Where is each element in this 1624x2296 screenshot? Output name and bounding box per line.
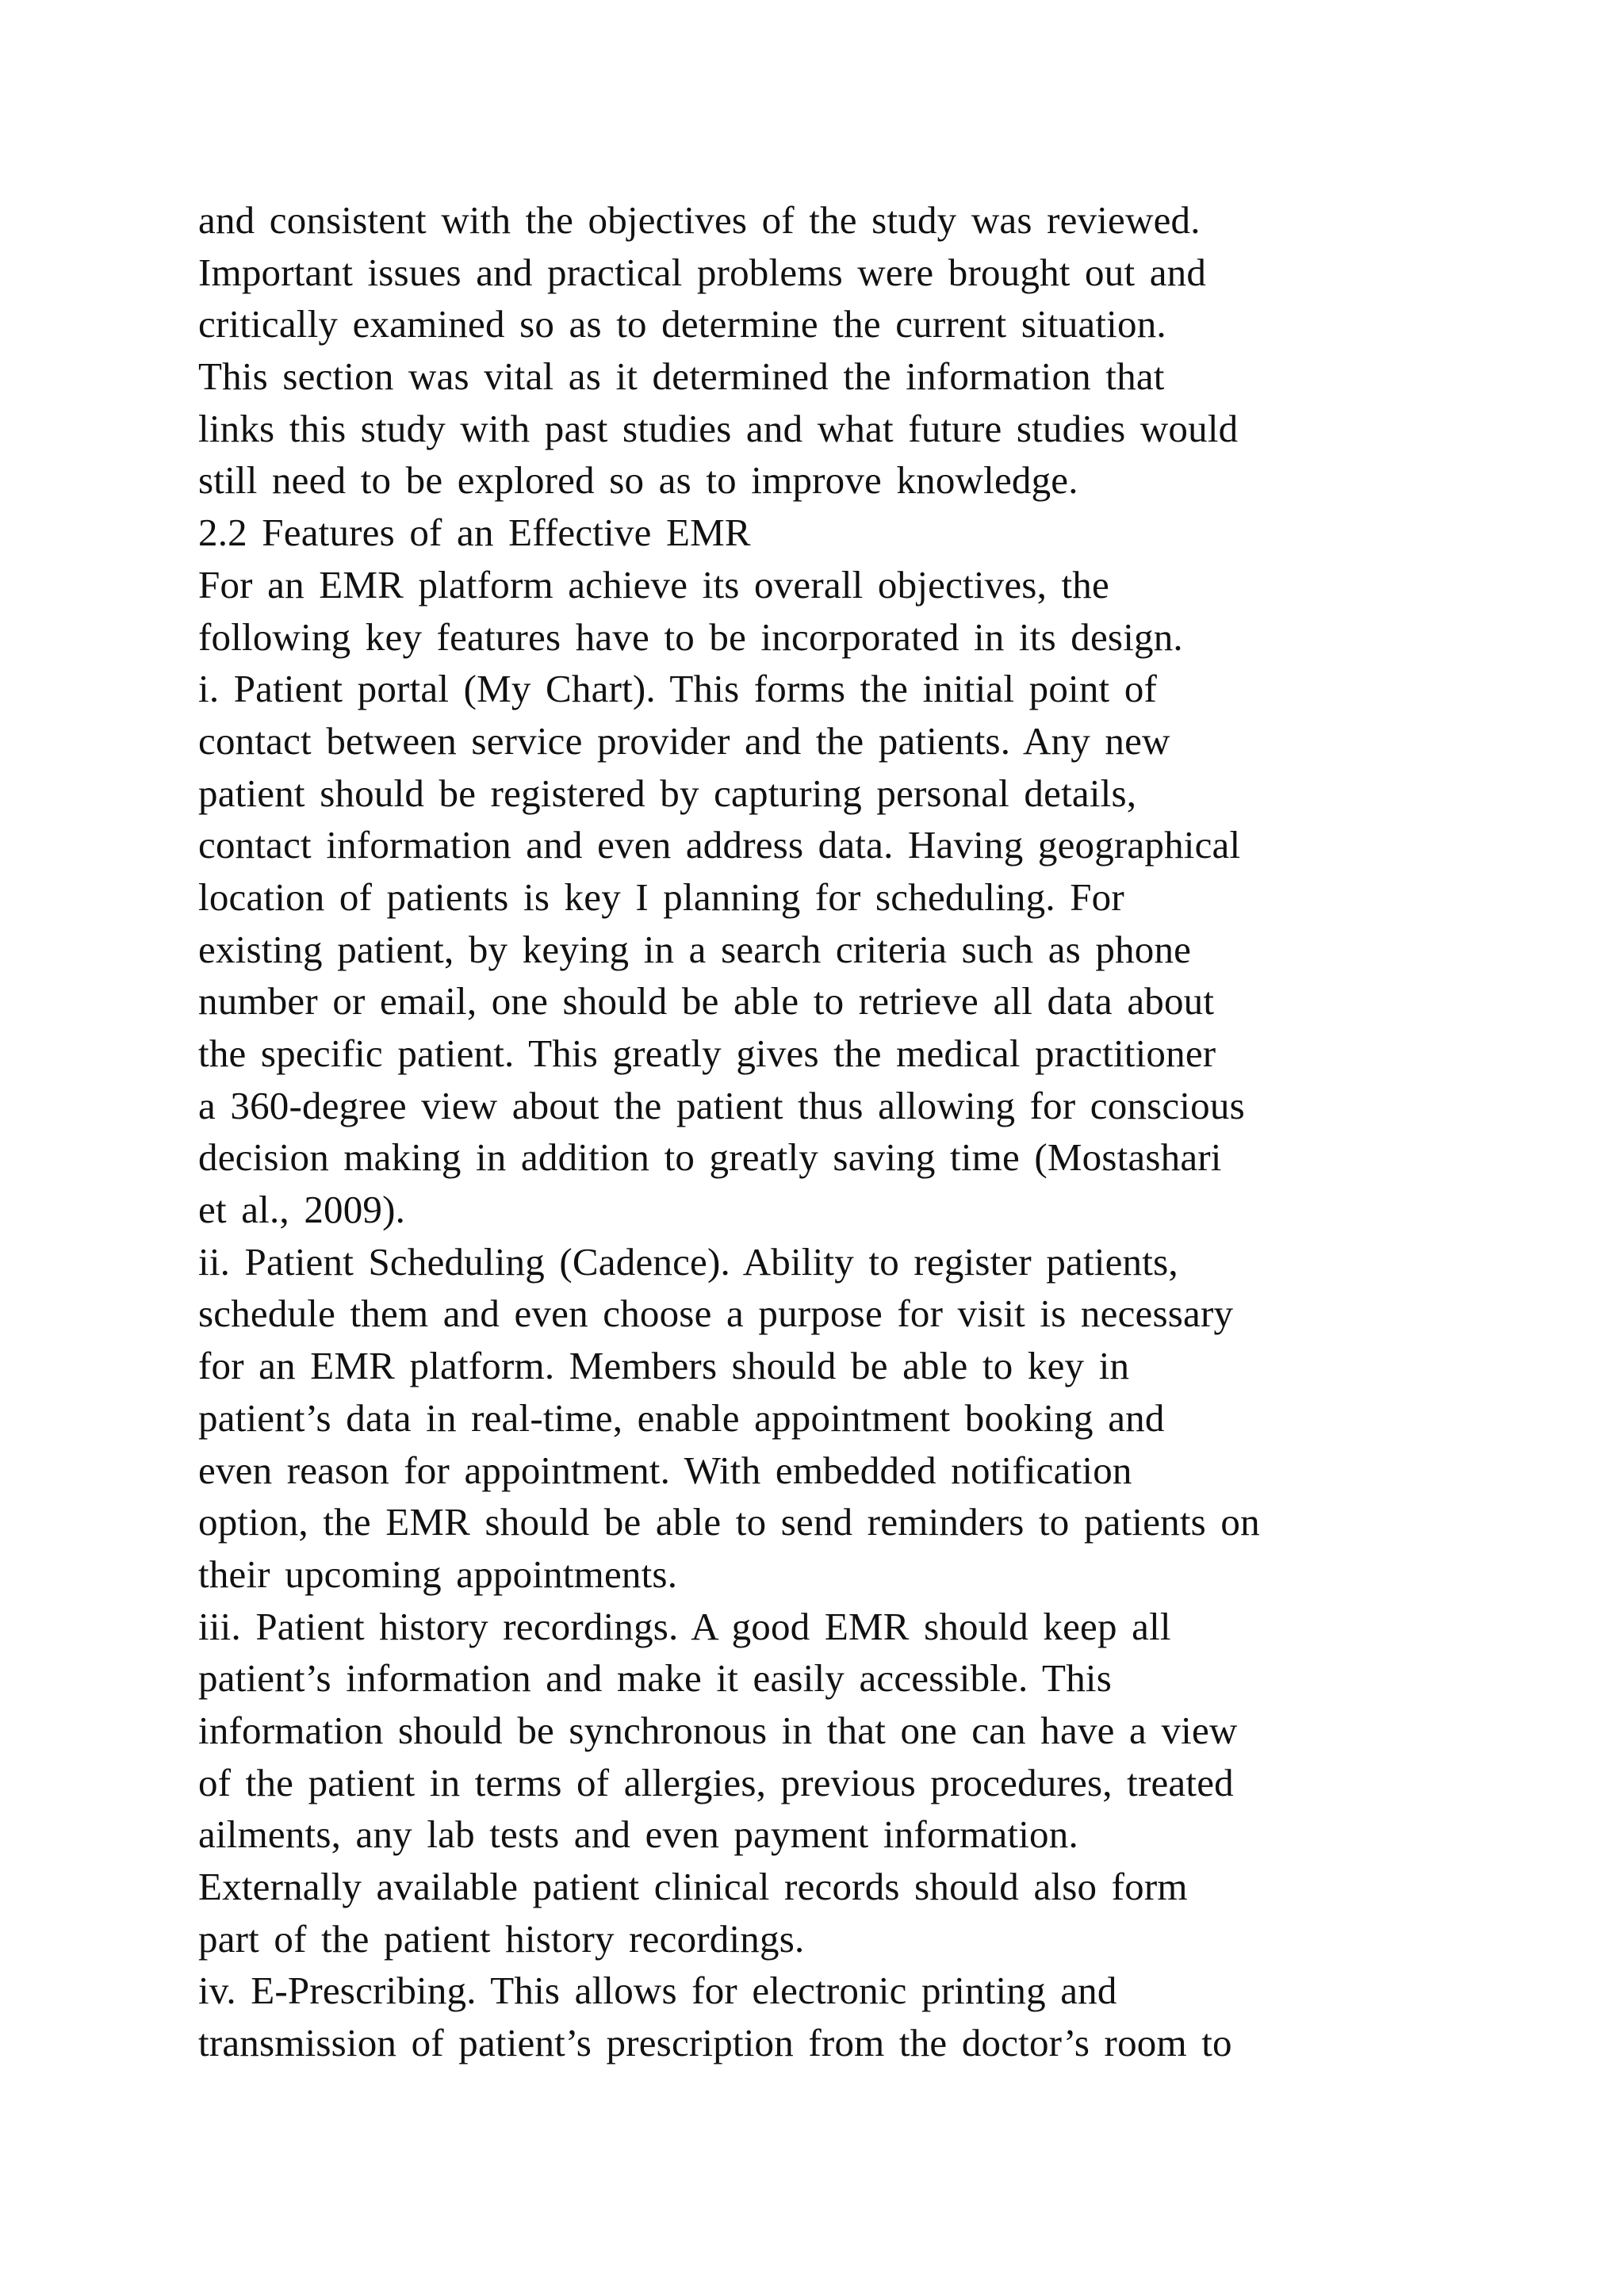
text-line: patient’s data in real-time, enable appointment booking and (198, 1395, 1165, 1440)
text-line: patient’s information and make it easily accessible. This (198, 1656, 1112, 1701)
text-line: For an EMR platform achieve its overall objectives, the (198, 562, 1109, 607)
text-line: patient should be registered by capturing personal details, (198, 771, 1137, 815)
text-line: Externally available patient clinical records should also form (198, 1865, 1188, 1908)
text-line: contact between service provider and the patients. Any new (198, 718, 1170, 763)
section-heading: 2.2 Features of an Effective EMR (198, 511, 751, 555)
text-line: Important issues and practical problems were brought out and (198, 250, 1207, 294)
text-line: This section was vital as it determined the information that (198, 354, 1165, 399)
text-line: et al., 2009). (198, 1188, 406, 1232)
text-line: part of the patient history recordings. (198, 1916, 805, 1961)
text-line: option, the EMR should be able to send reminders to patients on (198, 1500, 1260, 1544)
text-line: decision making in addition to greatly saving time (Mostashari (198, 1135, 1222, 1180)
list-item-heading: i. Patient portal (My Chart). This forms the initial point of (198, 667, 1158, 711)
list-item-heading: iv. E-Prescribing. This allows for electronic printing and (198, 1969, 1117, 2013)
text-line: their upcoming appointments. (198, 1552, 678, 1596)
text-line: a 360-degree view about the patient thus allowing for conscious (198, 1083, 1245, 1127)
body-text (198, 194, 1483, 2069)
text-line: the specific patient. This greatly gives the medical practitioner (198, 1031, 1216, 1075)
text-line: number or email, one should be able to retrieve all data about (198, 979, 1215, 1024)
text-line: information should be synchronous in that one can have a view (198, 1708, 1238, 1752)
text-line: transmission of patient’s prescription from the doctor’s room to (198, 2021, 1232, 2065)
text-line: contact information and even address data. Having geographical (198, 823, 1241, 867)
text-line: schedule them and even choose a purpose for visit is necessary (198, 1292, 1234, 1336)
text-line: even reason for appointment. With embedded notification (198, 1448, 1132, 1492)
text-line: still need to be explored so as to improve knowledge. (198, 458, 1078, 503)
text-line: following key features have to be incorporated in its design. (198, 614, 1183, 659)
text-line: and consistent with the objectives of the study was reviewed. (198, 198, 1201, 242)
text-line: location of patients is key I planning for scheduling. For (198, 874, 1124, 919)
text-line: ailments, any lab tests and even payment information. (198, 1812, 1078, 1857)
text-line: for an EMR platform. Members should be able to key in (198, 1344, 1130, 1388)
list-item-heading: iii. Patient history recordings. A good EMR should keep all (198, 1604, 1171, 1648)
text-line: links this study with past studies and what future studies would (198, 406, 1239, 450)
text-line: critically examined so as to determine the current situation. (198, 302, 1166, 346)
list-item-heading: ii. Patient Scheduling (Cadence). Ability to register patients, (198, 1239, 1178, 1284)
text-line: existing patient, by keying in a search criteria such as phone (198, 927, 1192, 971)
text-line: of the patient in terms of allergies, previous procedures, treated (198, 1760, 1234, 1804)
